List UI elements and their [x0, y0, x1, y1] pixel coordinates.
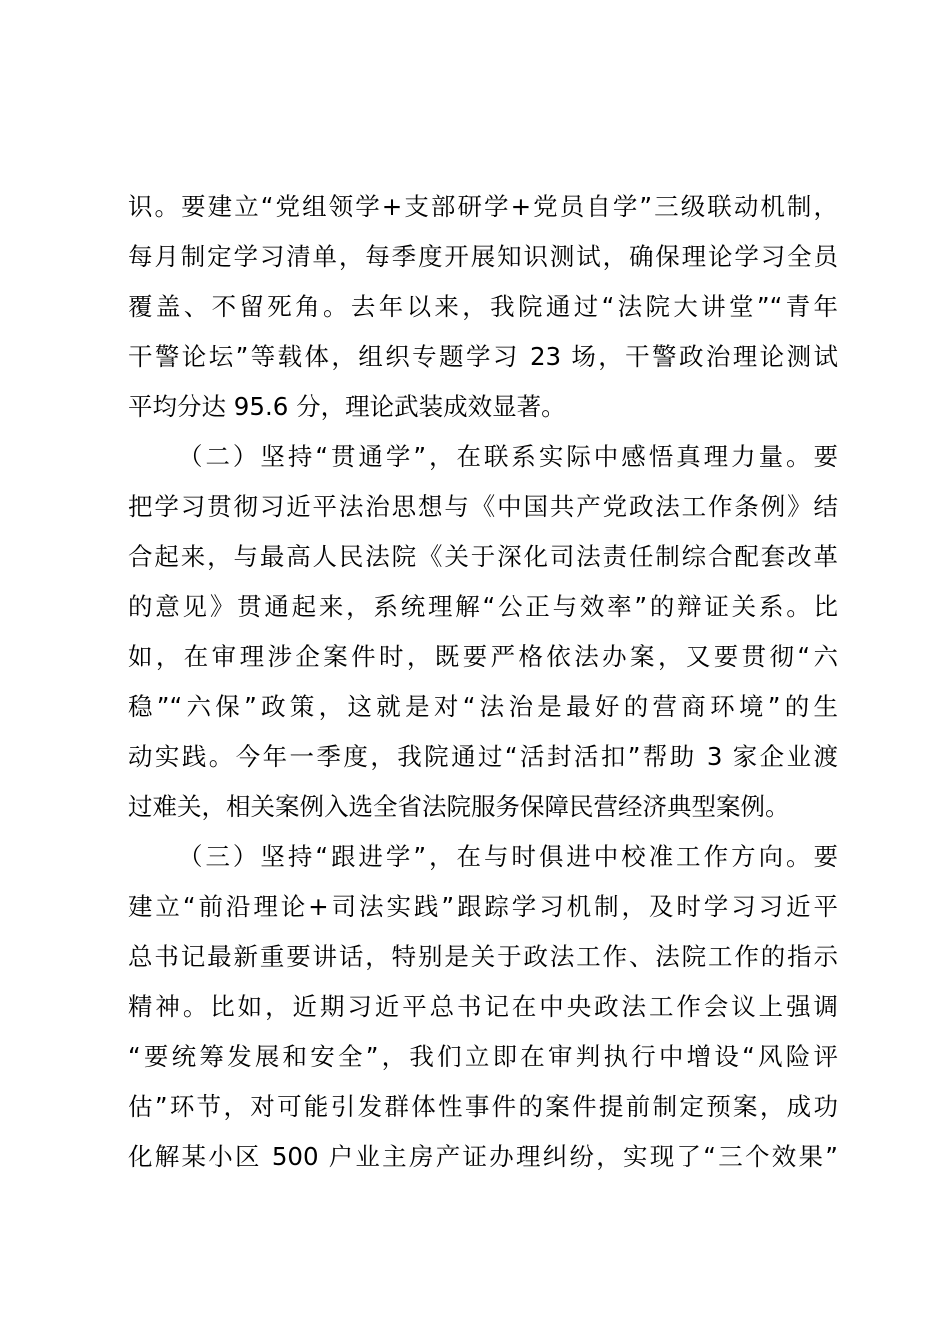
section-heading-line: （二）坚持“贯通学”，在联系实际中感悟真理力量。要 — [178, 442, 838, 471]
text-line: 总书记最新重要讲话，特别是关于政法工作、法院工作的指示 — [128, 942, 838, 971]
text-line: 把学习贯彻习近平法治思想与《中国共产党政法工作条例》结 — [128, 492, 838, 521]
text-line: 精神。比如，近期习近平总书记在中央政法工作会议上强调 — [128, 992, 838, 1021]
text-line: 如，在审理涉企案件时，既要严格依法办案，又要贯彻“六 — [128, 642, 838, 671]
text-line: 干警论坛”等载体，组织专题学习 23 场，干警政治理论测试 — [128, 342, 838, 371]
text-line: “要统筹发展和安全”，我们立即在审判执行中增设“风险评 — [128, 1042, 838, 1071]
text-line: 过难关，相关案例入选全省法院服务保障民营经济典型案例。 — [128, 792, 790, 821]
body-text — [128, 182, 838, 1182]
text-line: 动实践。今年一季度，我院通过“活封活扣”帮助 3 家企业渡 — [128, 742, 838, 771]
text-line: 识。要建立“党组领学+支部研学+党员自学”三级联动机制， — [128, 192, 838, 221]
text-line: 的意见》贯通起来，系统理解“公正与效率”的辩证关系。比 — [128, 592, 838, 621]
text-line: 每月制定学习清单，每季度开展知识测试，确保理论学习全员 — [128, 242, 838, 271]
text-line: 合起来，与最高人民法院《关于深化司法责任制综合配套改革 — [128, 542, 838, 571]
text-line: 建立“前沿理论+司法实践”跟踪学习机制，及时学习习近平 — [128, 892, 838, 921]
text-line: 化解某小区 500 户业主房产证办理纠纷，实现了“三个效果” — [128, 1142, 838, 1171]
text-line: 估”环节，对可能引发群体性事件的案件提前制定预案，成功 — [128, 1092, 838, 1121]
text-line: 覆盖、不留死角。去年以来，我院通过“法院大讲堂”“青年 — [128, 292, 838, 321]
text-line: 稳”“六保”政策，这就是对“法治是最好的营商环境”的生 — [128, 692, 838, 721]
section-heading-line: （三）坚持“跟进学”，在与时俱进中校准工作方向。要 — [178, 842, 838, 871]
text-line: 平均分达 95.6 分，理论武装成效显著。 — [128, 392, 566, 421]
